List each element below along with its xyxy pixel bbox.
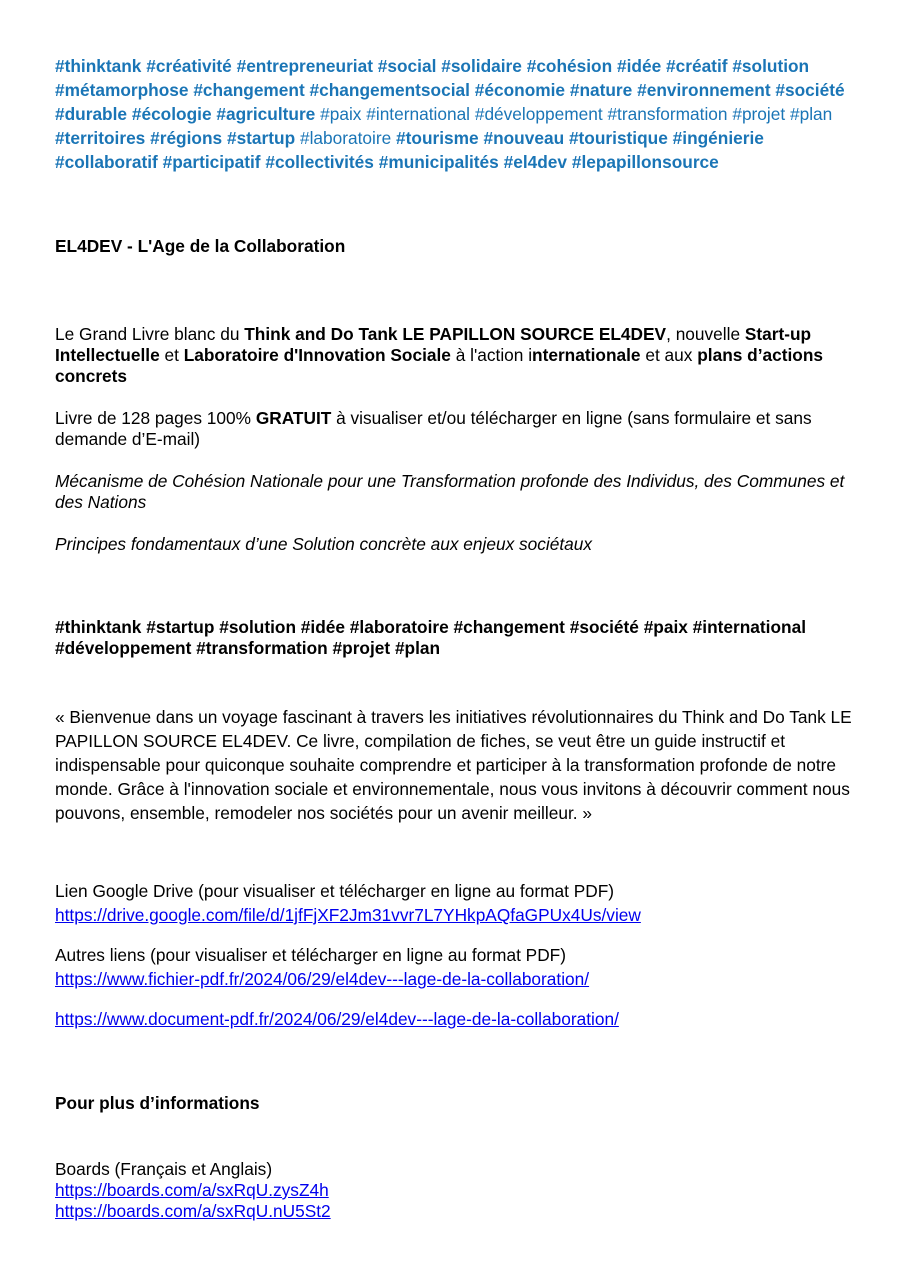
boards-section (55, 1159, 855, 1222)
hashtag-block-top (55, 54, 855, 174)
hashtag: #ingénierie (672, 128, 764, 148)
hashtag: #créativité (146, 56, 232, 76)
hashtag: #plan (789, 104, 833, 124)
hashtag: #nouveau (483, 128, 565, 148)
intro-bold: Start-up Intellectuelle (55, 324, 812, 365)
hashtag: #participatif (162, 152, 261, 172)
intro-text: à l'action i (450, 345, 533, 365)
hashtag: #touristique (568, 128, 668, 148)
hashtag: #métamorphose (55, 80, 189, 100)
hashtag: #environnement (637, 80, 771, 100)
hashtag: #solidaire (441, 56, 522, 76)
document-pdf-link[interactable]: https://www.document-pdf.fr/2024/06/29/el4dev---lage-de-la-collaboration/ (55, 1009, 619, 1029)
book-text: à visualiser et/ou télécharger en ligne (sans formulaire et sans demande d’E-mail) (55, 408, 812, 449)
hashtag: #créatif (666, 56, 728, 76)
gdrive-link[interactable]: https://drive.google.com/file/d/1jfFjXF2Jm31vvr7L7YHkpAQfaGPUx4Us/view (55, 905, 641, 925)
hashtag-block-mid: #thinktank #startup #solution #idée #laboratoire #changement #société #paix #international #développement #transformation #projet #plan (55, 617, 806, 658)
document-title: EL4DEV - L'Age de la Collaboration (55, 236, 346, 256)
hashtag: #social (377, 56, 437, 76)
hashtag: #startup (226, 128, 296, 148)
hashtag: #projet (732, 104, 786, 124)
hashtag: #écologie (131, 104, 212, 124)
quote-paragraph: « Bienvenue dans un voyage fascinant à travers les initiatives révolutionnaires du Think and Do Tank LE PAPILLON SOURCE EL4DEV. Ce livre, compilation de fiches, se veut être un guide instructif et indispensable pour quiconque souhaite comprendre et participer à la transformation profonde de notre monde. Grâce à l'innovation sociale et environnementale, nous vous invitons à découvrir comment nous pouvons, ensemble, remodeler nos sociétés pour un avenir meilleur. » (55, 707, 852, 823)
hashtag: #international (366, 104, 471, 124)
intro-text: et aux (640, 345, 698, 365)
other-links-section (55, 943, 855, 991)
hashtag: #changementsocial (309, 80, 470, 100)
hashtag: #changement (193, 80, 305, 100)
hashtag: #développement (474, 104, 603, 124)
italic-statement-1: Mécanisme de Cohésion Nationale pour une Transformation profonde des Individus, des Communes et des Nations (55, 471, 845, 512)
italic-statement-2: Principes fondamentaux d’une Solution concrète aux enjeux sociétaux (55, 534, 593, 554)
gdrive-label: Lien Google Drive (pour visualiser et télécharger en ligne au format PDF) (55, 881, 615, 901)
hashtag: #el4dev (503, 152, 568, 172)
intro-bold: plans d’actions concrets (55, 345, 824, 386)
document-pdf-section (55, 1007, 855, 1031)
hashtag: #lepapillonsource (571, 152, 719, 172)
intro-bold: Think and Do Tank LE PAPILLON SOURCE EL4DEV (244, 324, 667, 344)
hashtag: #municipalités (378, 152, 499, 172)
more-info-heading: Pour plus d’informations (55, 1093, 260, 1113)
gdrive-section (55, 879, 855, 927)
hashtag: #nature (569, 80, 633, 100)
book-free-label: GRATUIT (255, 408, 332, 428)
book-description (55, 408, 855, 450)
intro-bold: Laboratoire d'Innovation Sociale (183, 345, 451, 365)
book-text: Livre de 128 pages 100% (55, 408, 256, 428)
hashtag: #territoires (55, 128, 146, 148)
hashtag: #laboratoire (299, 128, 392, 148)
intro-text: Le Grand Livre blanc du (55, 324, 245, 344)
hashtag: #régions (150, 128, 223, 148)
boards-label: Boards (Français et Anglais) (55, 1159, 273, 1179)
hashtag: #tourisme (396, 128, 479, 148)
hashtag: #thinktank (55, 56, 142, 76)
hashtag: #société (775, 80, 845, 100)
fichier-pdf-link[interactable]: https://www.fichier-pdf.fr/2024/06/29/el4dev---lage-de-la-collaboration/ (55, 969, 590, 989)
hashtag: #transformation (607, 104, 728, 124)
intro-text: , nouvelle (666, 324, 745, 344)
intro-bold: nternationale (532, 345, 641, 365)
hashtag: #durable (55, 104, 128, 124)
intro-paragraph (55, 324, 855, 387)
hashtag: #collectivités (265, 152, 374, 172)
hashtag: #solution (732, 56, 810, 76)
boards-link-1[interactable]: https://boards.com/a/sxRqU.zysZ4h (55, 1180, 329, 1200)
other-links-label: Autres liens (pour visualiser et télécharger en ligne au format PDF) (55, 945, 566, 965)
boards-link-2[interactable]: https://boards.com/a/sxRqU.nU5St2 (55, 1201, 331, 1221)
hashtag: #cohésion (526, 56, 613, 76)
hashtag: #agriculture (216, 104, 316, 124)
hashtag: #paix (320, 104, 362, 124)
hashtag: #collaboratif (55, 152, 158, 172)
hashtag: #entrepreneuriat (236, 56, 373, 76)
hashtag: #économie (474, 80, 566, 100)
hashtag: #idée (617, 56, 662, 76)
intro-text: et (159, 345, 184, 365)
